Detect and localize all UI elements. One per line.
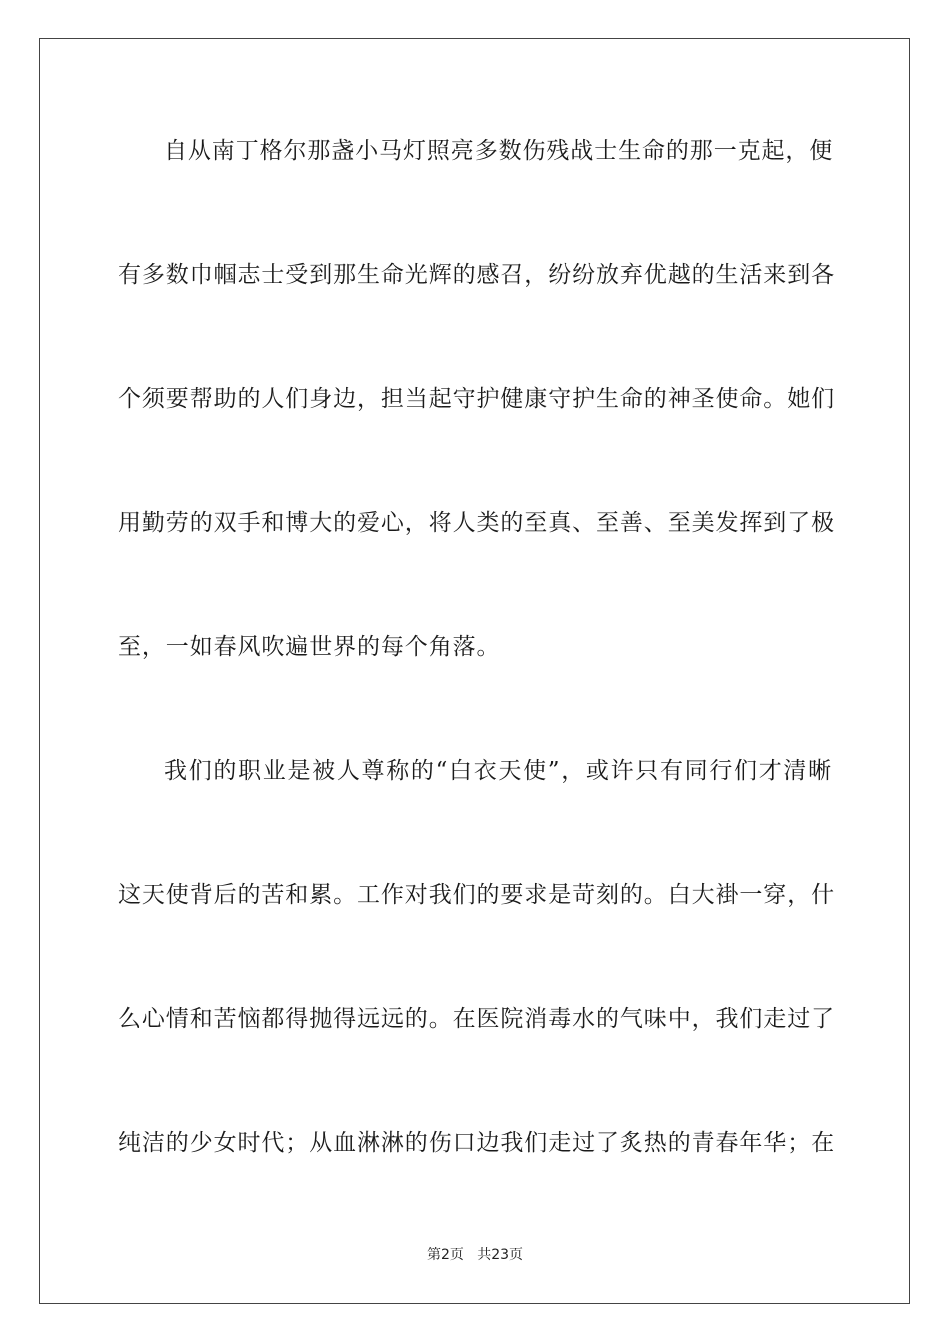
page-number-footer: 第2页 共23页 [426, 1247, 524, 1263]
paragraph-2-line-3: 么心情和苦恼都得抛得远远的。在医院消毒水的气味中，我们走过了 [118, 1006, 835, 1032]
page-frame [39, 38, 910, 1304]
paragraph-1-line-1: 自从南丁格尔那盏小马灯照亮多数伤残战士生命的那一克起，便 [164, 138, 834, 164]
paragraph-1-line-3: 个须要帮助的人们身边，担当起守护健康守护生命的神圣使命。她们 [118, 386, 835, 412]
paragraph-1-line-5: 至，一如春风吹遍世界的每个角落。 [118, 634, 501, 660]
paragraph-2-line-2: 这天使背后的苦和累。工作对我们的要求是苛刻的。白大褂一穿，什 [118, 882, 835, 908]
paragraph-1-line-2: 有多数巾帼志士受到那生命光辉的感召，纷纷放弃优越的生活来到各 [118, 262, 835, 288]
paragraph-1-line-4: 用勤劳的双手和博大的爱心，将人类的至真、至善、至美发挥到了极 [118, 510, 835, 536]
paragraph-2-line-1: 我们的职业是被人尊称的“白衣天使”，或许只有同行们才清晰 [164, 758, 832, 784]
paragraph-2-line-4: 纯洁的少女时代；从血淋淋的伤口边我们走过了炙热的青春年华；在 [118, 1130, 835, 1156]
